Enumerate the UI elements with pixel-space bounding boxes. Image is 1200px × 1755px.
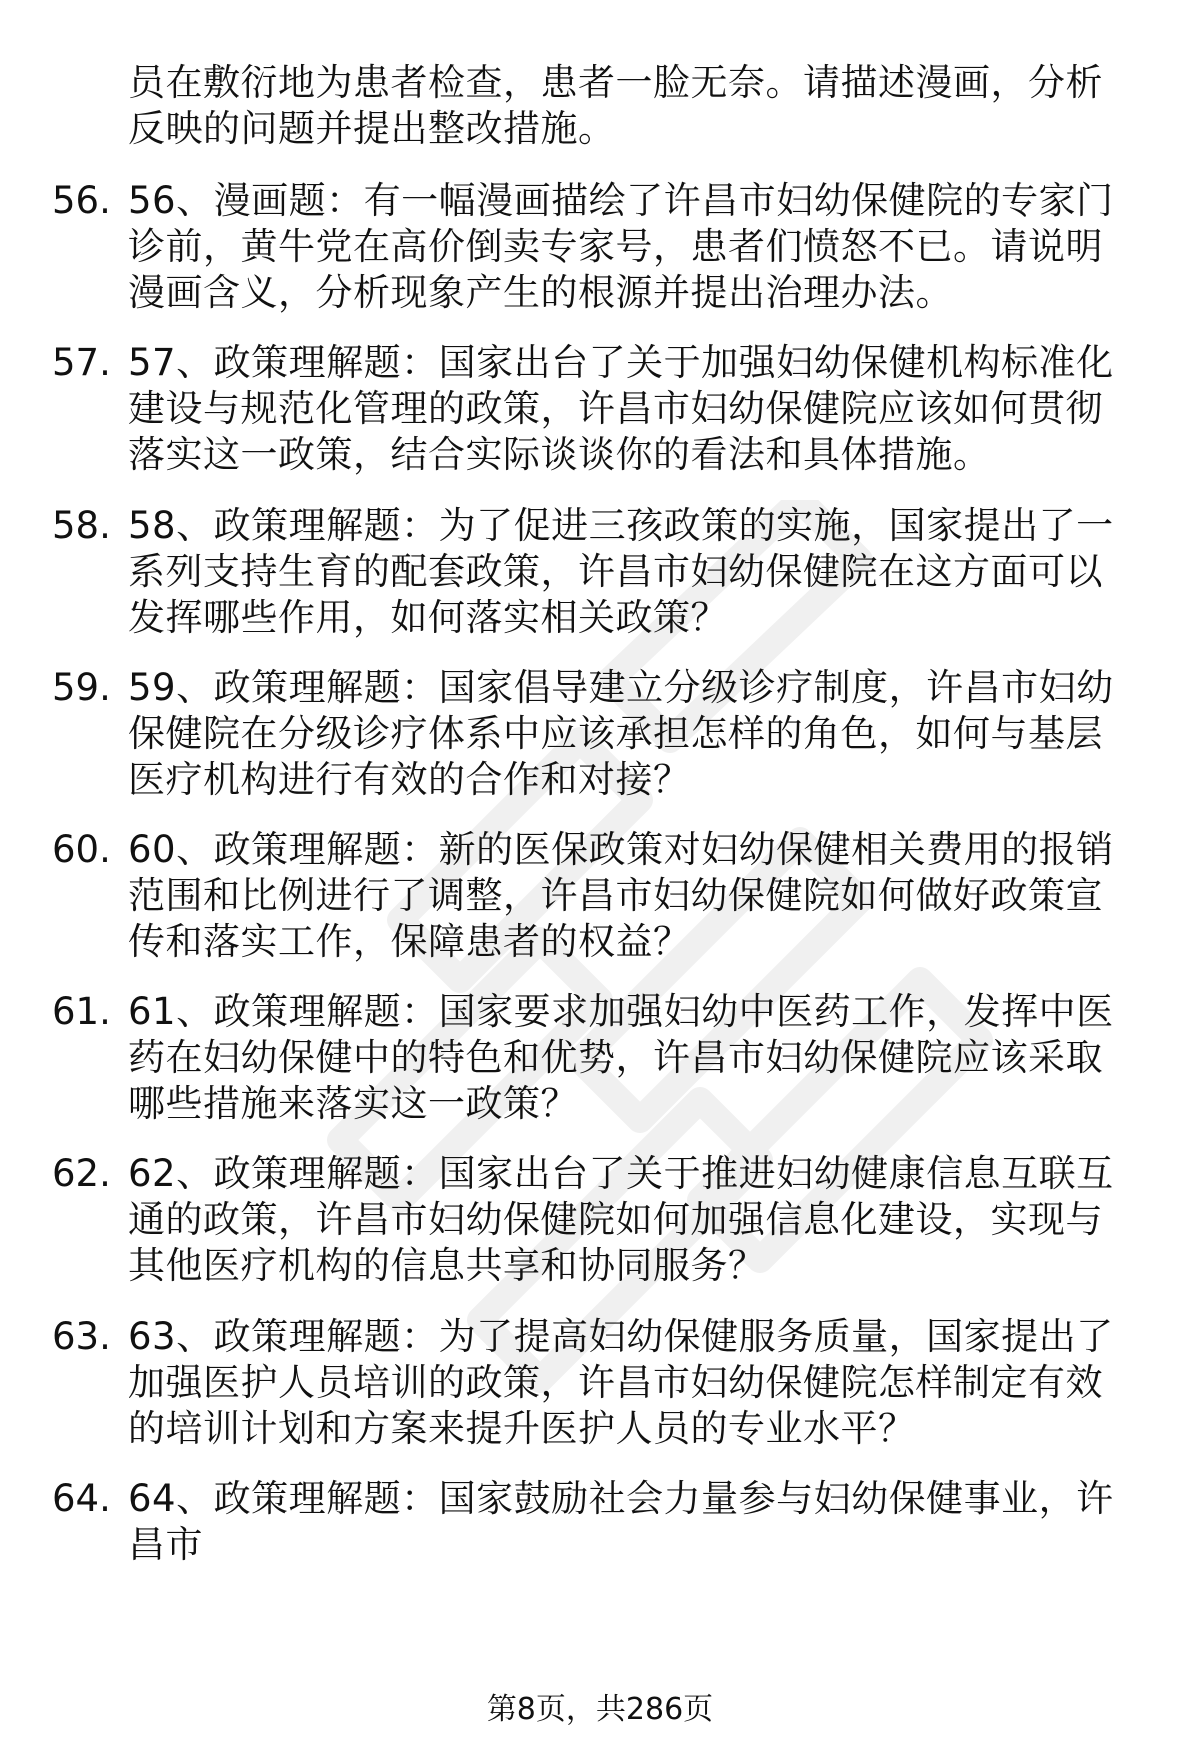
question-text: 58、政策理解题：为了促进三孩政策的实施，国家提出了一系列支持生育的配套政策，许昌市妇幼保健院在这方面可以发挥哪些作用，如何落实相关政策？ [128, 504, 1114, 639]
question-text: 63、政策理解题：为了提高妇幼保健服务质量，国家提出了加强医护人员培训的政策，许昌市妇幼保健院怎样制定有效的培训计划和方案来提升医护人员的专业水平？ [128, 1315, 1114, 1450]
question-text: 59、政策理解题：国家倡导建立分级诊疗制度，许昌市妇幼保健院在分级诊疗体系中应该承担怎样的角色，如何与基层医疗机构进行有效的合作和对接？ [128, 666, 1114, 801]
question-text: 61、政策理解题：国家要求加强妇幼中医药工作，发挥中医药在妇幼保健中的特色和优势，许昌市妇幼保健院应该采取哪些措施来落实这一政策？ [128, 990, 1114, 1125]
question-number: 59. [52, 666, 111, 709]
question-text: 60、政策理解题：新的医保政策对妇幼保健相关费用的报销范围和比例进行了调整，许昌市妇幼保健院如何做好政策宣传和落实工作，保障患者的权益？ [128, 828, 1114, 963]
question-number: 63. [52, 1315, 111, 1358]
page-footer: 第8页，共286页 [486, 1692, 714, 1727]
question-number: 64. [52, 1477, 111, 1520]
question-text: 64、政策理解题：国家鼓励社会力量参与妇幼保健事业，许昌市 [128, 1477, 1114, 1566]
question-text: 56、漫画题：有一幅漫画描绘了许昌市妇幼保健院的专家门诊前，黄牛党在高价倒卖专家号，患者们愤怒不已。请说明漫画含义，分析现象产生的根源并提出治理办法。 [128, 179, 1114, 314]
question-text: 57、政策理解题：国家出台了关于加强妇幼保健机构标准化建设与规范化管理的政策，许昌市妇幼保健院应该如何贯彻落实这一政策，结合实际谈谈你的看法和具体措施。 [128, 341, 1114, 476]
question-number: 61. [52, 990, 111, 1033]
question-number: 57. [52, 341, 111, 384]
question-number: 56. [52, 179, 111, 222]
question-number: 60. [52, 828, 111, 871]
question-text: 62、政策理解题：国家出台了关于推进妇幼健康信息互联互通的政策，许昌市妇幼保健院如何加强信息化建设，实现与其他医疗机构的信息共享和协同服务？ [128, 1152, 1114, 1287]
continuation-paragraph: 员在敷衍地为患者检查，患者一脸无奈。请描述漫画，分析反映的问题并提出整改措施。 [128, 61, 1103, 150]
question-number: 62. [52, 1152, 111, 1195]
question-number: 58. [52, 504, 111, 547]
